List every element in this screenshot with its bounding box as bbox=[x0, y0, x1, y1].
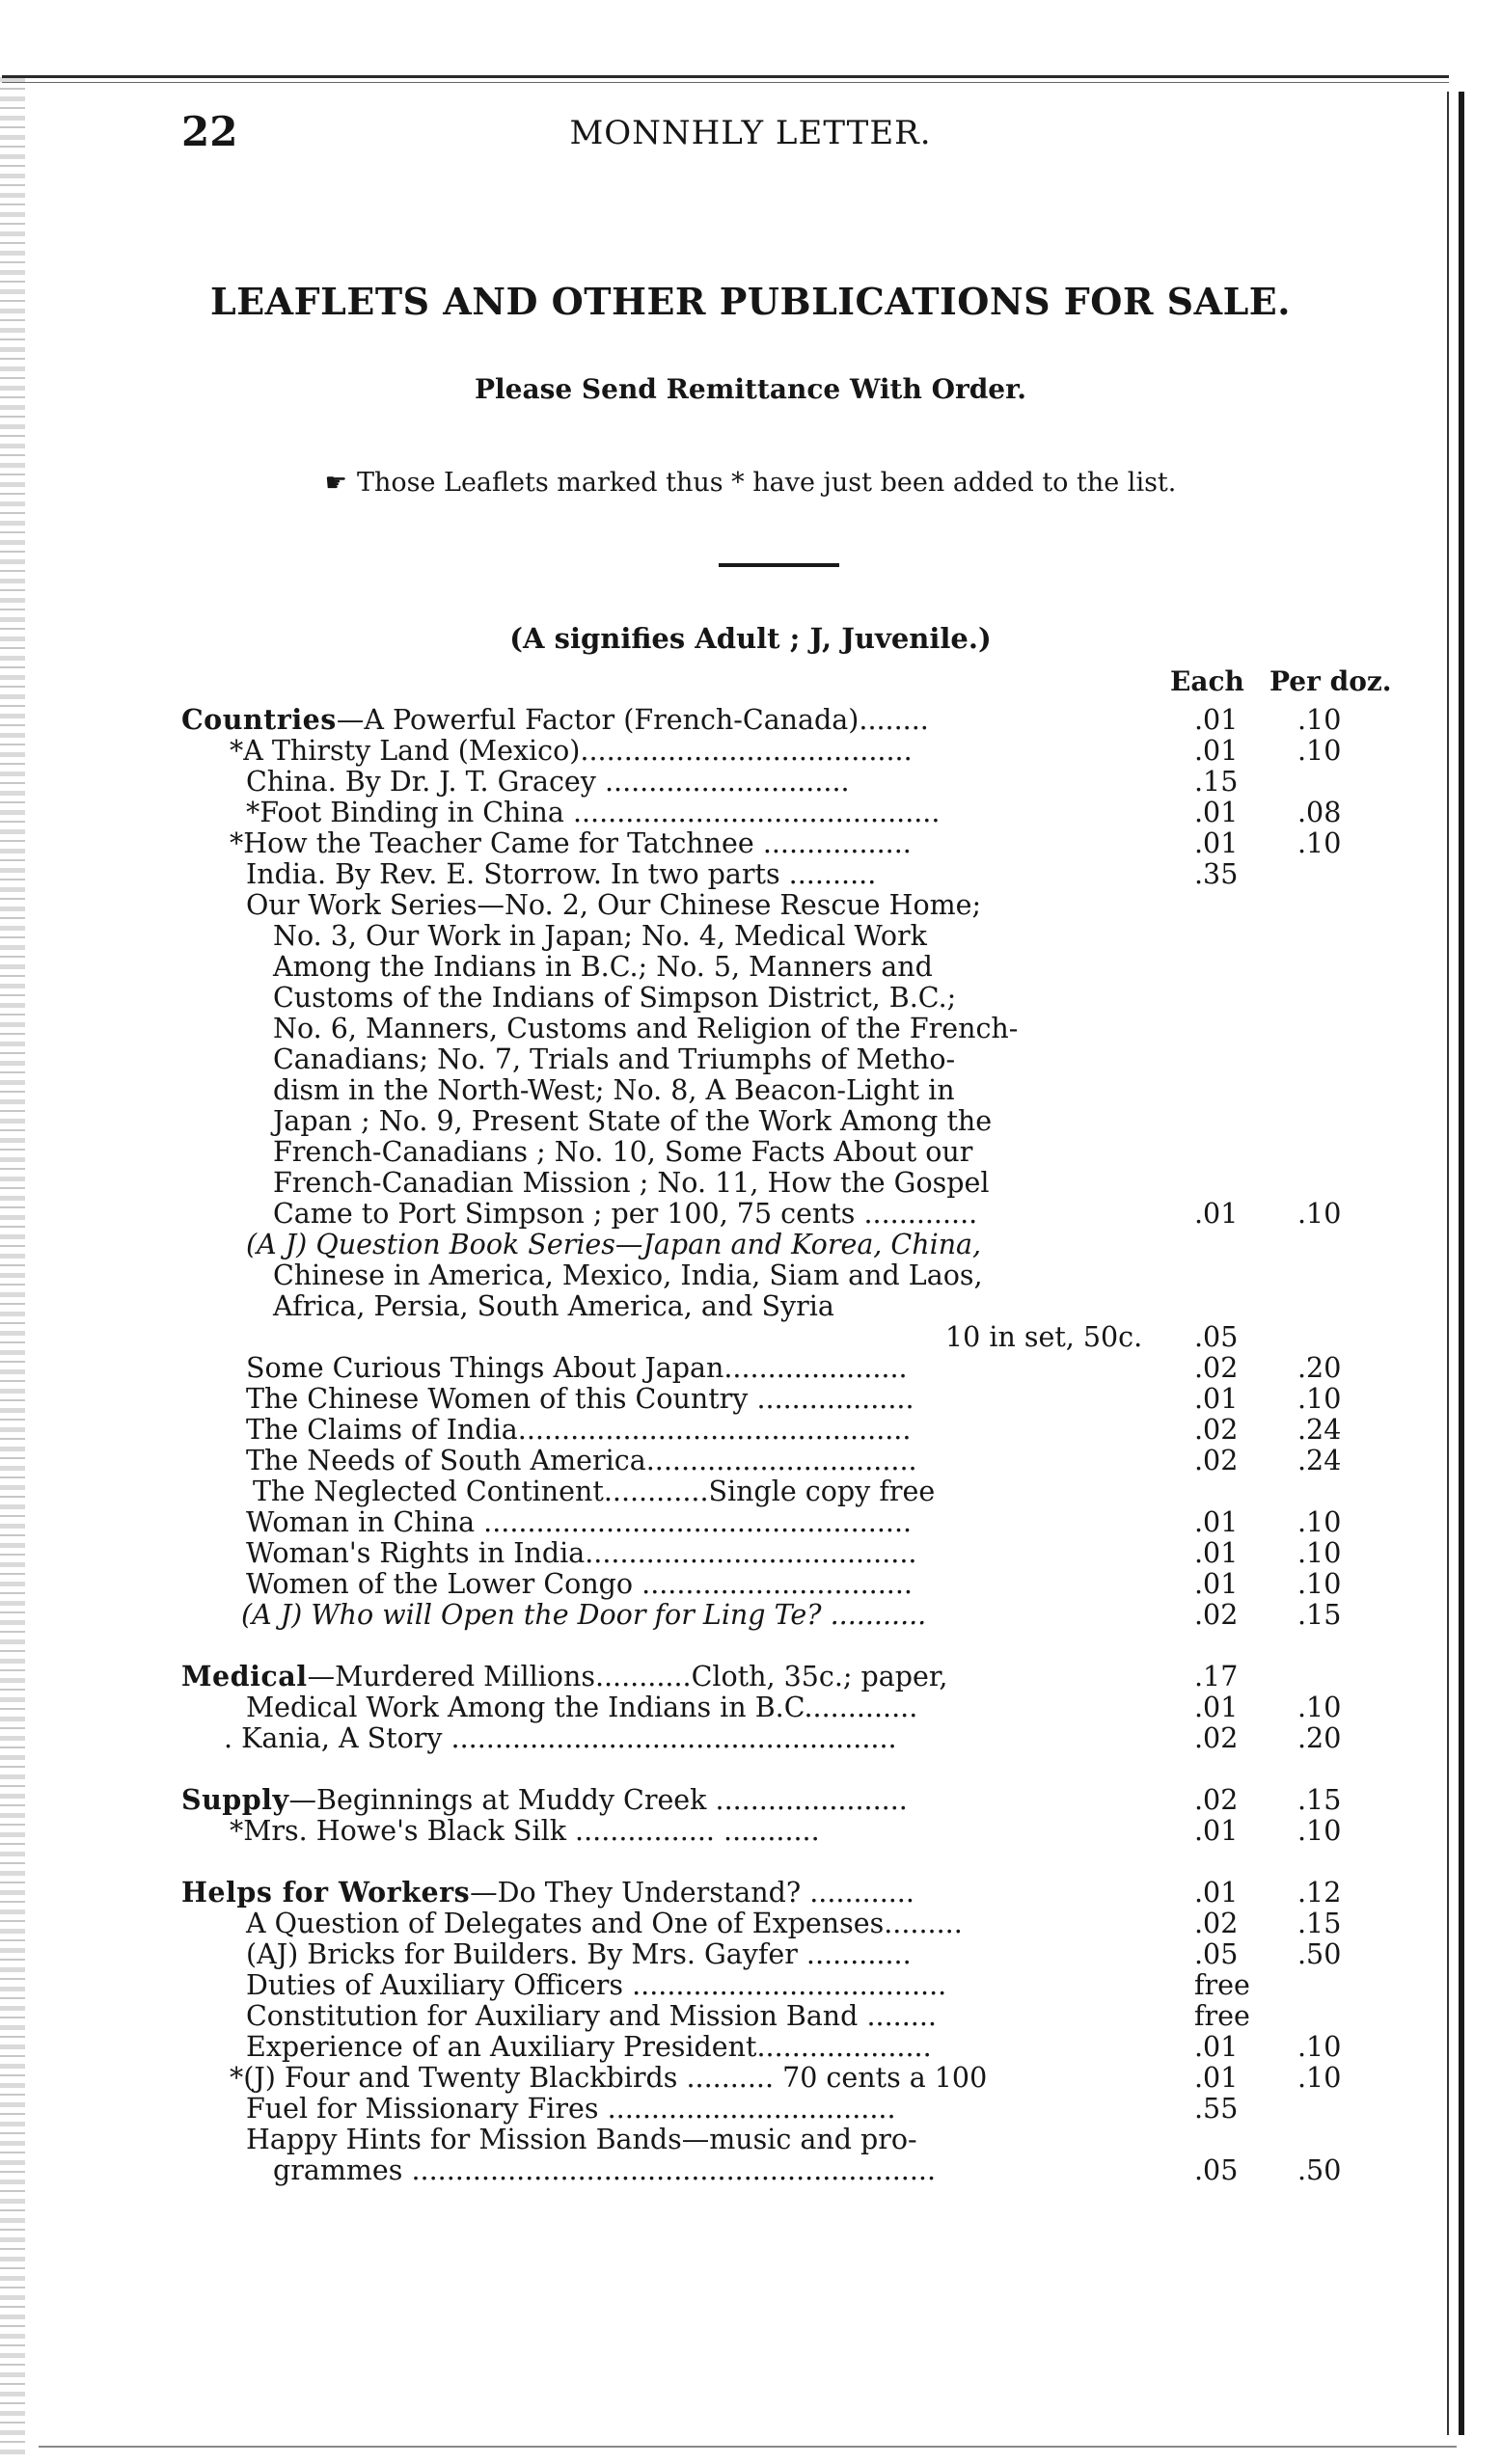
item-text: Experience of an Auxiliary President.................... bbox=[246, 2031, 932, 2063]
catalog-row bbox=[0, 858, 1501, 890]
item-title bbox=[273, 1043, 955, 1075]
item-text: *How the Teacher Came for Tatchnee ................. bbox=[230, 827, 912, 859]
item-text: —A Powerful Factor (French-Canada)........ bbox=[336, 704, 929, 736]
item-title bbox=[246, 2000, 937, 2032]
price-per-doz: .24 bbox=[1297, 1414, 1342, 1446]
item-text: Duties of Auxiliary Officers .................................... bbox=[246, 1969, 947, 2001]
price-each: .05 bbox=[1194, 2154, 1239, 2186]
catalog-row bbox=[0, 1013, 1501, 1044]
price-per-doz: .10 bbox=[1297, 1815, 1342, 1847]
page-header bbox=[0, 108, 1501, 156]
item-title bbox=[273, 920, 927, 952]
catalog-row bbox=[0, 2000, 1501, 2032]
price-each: .02 bbox=[1194, 1445, 1239, 1476]
catalog-row bbox=[0, 1259, 1501, 1291]
item-title bbox=[246, 889, 981, 921]
catalog-row bbox=[0, 889, 1501, 921]
price-each: .01 bbox=[1194, 1383, 1239, 1415]
item-title bbox=[181, 1661, 947, 1692]
catalog-row bbox=[0, 1136, 1501, 1168]
item-title bbox=[273, 1290, 834, 1322]
price-per-doz: .10 bbox=[1297, 1198, 1342, 1230]
catalog-row bbox=[0, 1167, 1501, 1199]
item-title bbox=[273, 1167, 989, 1199]
price-each: .55 bbox=[1194, 2093, 1239, 2125]
item-text: Africa, Persia, South America, and Syria bbox=[273, 1290, 834, 1322]
item-text: dism in the North-West; No. 8, A Beacon-Light in bbox=[273, 1074, 955, 1106]
catalog-row bbox=[0, 1105, 1501, 1137]
price-each: .02 bbox=[1194, 1722, 1239, 1754]
scan-top-edge-rule bbox=[2, 82, 1449, 83]
item-title bbox=[181, 704, 929, 736]
page-subtitle: Please Send Remittance With Order. bbox=[474, 373, 1027, 405]
item-title bbox=[246, 2031, 932, 2063]
catalog-row bbox=[0, 1599, 1501, 1631]
price-per-doz: .15 bbox=[1297, 1784, 1342, 1816]
price-each: .05 bbox=[1194, 1938, 1239, 1970]
catalog-row bbox=[0, 1692, 1501, 1723]
item-title bbox=[246, 766, 850, 798]
catalog-row bbox=[0, 1506, 1501, 1538]
catalog-section-row bbox=[0, 1877, 1501, 1909]
price-per-doz: .10 bbox=[1297, 1537, 1342, 1569]
section-heading: Medical bbox=[181, 1660, 308, 1692]
catalog-section-row bbox=[0, 1784, 1501, 1816]
item-text: China. By Dr. J. T. Gracey ............................ bbox=[246, 766, 850, 798]
item-text: French-Canadians ; No. 10, Some Facts About our bbox=[273, 1136, 973, 1168]
price-per-doz: .10 bbox=[1297, 1692, 1342, 1723]
item-title bbox=[273, 1105, 992, 1137]
item-text: *Foot Binding in China .......................................... bbox=[246, 797, 941, 828]
catalog-row bbox=[0, 827, 1501, 859]
catalog-row bbox=[0, 735, 1501, 767]
price-per-doz: .12 bbox=[1297, 1877, 1342, 1909]
item-title bbox=[273, 1136, 972, 1168]
item-title bbox=[945, 1321, 1142, 1353]
item-title bbox=[246, 797, 940, 828]
item-title bbox=[273, 1259, 983, 1291]
catalog-row bbox=[0, 1908, 1501, 1939]
item-text: The Needs of South America............................... bbox=[246, 1445, 917, 1476]
item-text: (A J) Who will Open the Door for Ling Te? ........... bbox=[241, 1599, 927, 1631]
item-title bbox=[246, 1938, 912, 1970]
price-per-doz: .20 bbox=[1297, 1352, 1342, 1384]
item-title bbox=[253, 1476, 935, 1507]
item-title bbox=[246, 858, 876, 890]
item-text: No. 3, Our Work in Japan; No. 4, Medical Work bbox=[273, 920, 927, 952]
price-each: .02 bbox=[1194, 1908, 1239, 1939]
price-per-doz: .15 bbox=[1297, 1908, 1342, 1939]
item-title bbox=[181, 1784, 908, 1816]
price-each: .02 bbox=[1194, 1352, 1239, 1384]
scan-bottom-edge bbox=[39, 2446, 1457, 2448]
price-per-doz: .50 bbox=[1297, 2154, 1342, 2186]
item-title bbox=[273, 951, 933, 983]
price-each: .15 bbox=[1194, 766, 1239, 798]
item-text: (A J) Question Book Series—Japan and Korea, China, bbox=[246, 1229, 982, 1260]
item-text: Our Work Series—No. 2, Our Chinese Rescue Home; bbox=[246, 889, 982, 921]
item-text: Some Curious Things About Japan..................... bbox=[246, 1352, 908, 1384]
item-text: Woman in China ................................................. bbox=[246, 1506, 913, 1538]
section-rule bbox=[719, 563, 839, 567]
item-title bbox=[246, 1568, 913, 1600]
item-text: A Question of Delegates and One of Expenses......... bbox=[246, 1908, 963, 1939]
catalog-row bbox=[0, 1352, 1501, 1384]
catalog-row bbox=[0, 982, 1501, 1014]
item-text: Chinese in America, Mexico, India, Siam and Laos, bbox=[273, 1259, 983, 1291]
price-each: .02 bbox=[1194, 1784, 1239, 1816]
item-title bbox=[246, 1537, 916, 1569]
item-text: No. 6, Manners, Customs and Religion of the French- bbox=[273, 1013, 1019, 1044]
item-title bbox=[224, 1722, 897, 1754]
price-per-doz: .24 bbox=[1297, 1445, 1342, 1476]
item-title bbox=[230, 1815, 820, 1847]
price-each: .01 bbox=[1194, 2031, 1239, 2063]
price-per-doz: .50 bbox=[1297, 1938, 1342, 1970]
item-text: The Claims of India............................................. bbox=[246, 1414, 912, 1446]
catalog-row bbox=[0, 1043, 1501, 1075]
catalog-row bbox=[0, 1290, 1501, 1322]
catalog-row bbox=[0, 1722, 1501, 1754]
catalog-row bbox=[0, 797, 1501, 828]
catalog-row bbox=[0, 951, 1501, 983]
price-per-doz: .10 bbox=[1297, 1506, 1342, 1538]
catalog-row bbox=[0, 1229, 1501, 1260]
item-text: . Kania, A Story ................................................... bbox=[224, 1722, 897, 1754]
price-each: .01 bbox=[1194, 1198, 1239, 1230]
abbreviation-legend: (A signifies Adult ; J, Juvenile.) bbox=[509, 622, 992, 655]
catalog-row bbox=[0, 1383, 1501, 1415]
item-title bbox=[246, 1229, 981, 1260]
item-title bbox=[246, 1445, 917, 1476]
item-title bbox=[246, 1908, 963, 1939]
item-title bbox=[230, 827, 912, 859]
item-text: The Chinese Women of this Country .................. bbox=[246, 1383, 914, 1415]
price-each: .01 bbox=[1194, 704, 1239, 736]
catalog-row bbox=[0, 1815, 1501, 1847]
catalog-row bbox=[0, 1969, 1501, 2001]
item-text: —Murdered Millions...........Cloth, 35c.; paper, bbox=[307, 1661, 948, 1692]
price-each: .01 bbox=[1194, 1815, 1239, 1847]
catalog-row bbox=[0, 920, 1501, 952]
catalog-row bbox=[0, 1568, 1501, 1600]
item-text: Medical Work Among the Indians in B.C............. bbox=[246, 1692, 918, 1723]
catalog-row bbox=[0, 2031, 1501, 2063]
item-text: Came to Port Simpson ; per 100, 75 cents ............. bbox=[273, 1198, 978, 1230]
catalog-row bbox=[0, 766, 1501, 798]
page-title: LEAFLETS AND OTHER PUBLICATIONS FOR SALE. bbox=[210, 280, 1291, 323]
item-text: Japan ; No. 9, Present State of the Work Among the bbox=[273, 1105, 993, 1137]
item-title bbox=[241, 1599, 926, 1631]
item-text: —Beginnings at Muddy Creek ...................... bbox=[288, 1784, 908, 1816]
item-text: Customs of the Indians of Simpson District, B.C.; bbox=[273, 982, 957, 1014]
item-title bbox=[273, 2154, 936, 2186]
item-title bbox=[246, 1692, 917, 1723]
item-text: grammes ............................................................ bbox=[273, 2154, 937, 2186]
section-heading: Countries bbox=[181, 703, 337, 736]
item-text: *(J) Four and Twenty Blackbirds .......... 70 cents a 100 bbox=[230, 2062, 988, 2094]
price-each: .01 bbox=[1194, 797, 1239, 828]
page-number: 22 bbox=[181, 108, 238, 155]
column-header-each: Each bbox=[1170, 665, 1244, 697]
catalog-row bbox=[0, 2124, 1501, 2155]
item-text: Happy Hints for Mission Bands—music and pro- bbox=[246, 2124, 917, 2155]
item-title bbox=[246, 1969, 946, 2001]
catalog-row bbox=[0, 1476, 1501, 1507]
column-header-per-doz: Per doz. bbox=[1269, 665, 1392, 697]
price-per-doz: .10 bbox=[1297, 1568, 1342, 1600]
running-head: MONNHLY LETTER. bbox=[569, 114, 932, 152]
item-text: —Do They Understand? ............ bbox=[470, 1877, 914, 1909]
item-text: Woman's Rights in India...................................... bbox=[246, 1537, 917, 1569]
catalog-row bbox=[0, 1445, 1501, 1476]
price-each: .17 bbox=[1194, 1661, 1239, 1692]
catalog-row bbox=[0, 2154, 1501, 2186]
item-title bbox=[273, 1013, 1018, 1044]
item-title bbox=[230, 2062, 987, 2094]
catalog-section-row bbox=[0, 1661, 1501, 1692]
item-title bbox=[246, 2093, 896, 2125]
price-per-doz: .10 bbox=[1297, 1383, 1342, 1415]
price-per-doz: .10 bbox=[1297, 827, 1342, 859]
item-title bbox=[246, 1352, 908, 1384]
catalog-row bbox=[0, 1321, 1501, 1353]
section-heading: Helps for Workers bbox=[181, 1876, 471, 1909]
item-text: Constitution for Auxiliary and Mission Band ........ bbox=[246, 2000, 937, 2032]
item-text: Fuel for Missionary Fires ................................. bbox=[246, 2093, 896, 2125]
item-text: *A Thirsty Land (Mexico)...................................... bbox=[230, 735, 913, 767]
catalog-row bbox=[0, 1414, 1501, 1446]
price-per-doz: .10 bbox=[1297, 2031, 1342, 2063]
price-each: .02 bbox=[1194, 1599, 1239, 1631]
item-title bbox=[246, 1414, 911, 1446]
price-each: .01 bbox=[1194, 1877, 1239, 1909]
price-each: .01 bbox=[1194, 1568, 1239, 1600]
catalog-row bbox=[0, 2093, 1501, 2125]
item-title bbox=[273, 1074, 955, 1106]
new-items-note bbox=[0, 468, 1501, 498]
item-text: Women of the Lower Congo ............................... bbox=[246, 1568, 913, 1600]
price-each: free bbox=[1194, 1969, 1250, 2001]
price-per-doz: .10 bbox=[1297, 704, 1342, 736]
item-title bbox=[273, 982, 956, 1014]
item-text: 10 in set, 50c. bbox=[945, 1321, 1143, 1353]
item-title bbox=[230, 735, 913, 767]
price-each: .01 bbox=[1194, 2062, 1239, 2094]
item-title bbox=[246, 1506, 912, 1538]
price-each: .05 bbox=[1194, 1321, 1239, 1353]
note-text: Those Leaflets marked thus * have just been added to the list. bbox=[356, 468, 1177, 498]
catalog-section-row bbox=[0, 704, 1501, 736]
item-text: *Mrs. Howe's Black Silk ................ ........... bbox=[230, 1815, 820, 1847]
price-per-doz: .10 bbox=[1297, 2062, 1342, 2094]
pointing-hand-icon: ☛ bbox=[324, 469, 347, 498]
item-text: French-Canadian Mission ; No. 11, How the Gospel bbox=[273, 1167, 990, 1199]
catalog-row bbox=[0, 1938, 1501, 1970]
price-each: .35 bbox=[1194, 858, 1239, 890]
price-each: .02 bbox=[1194, 1414, 1239, 1446]
catalog-row bbox=[0, 1074, 1501, 1106]
item-title bbox=[273, 1198, 977, 1230]
item-title bbox=[246, 1383, 914, 1415]
item-text: Among the Indians in B.C.; No. 5, Manners and bbox=[273, 951, 933, 983]
catalog-row bbox=[0, 1198, 1501, 1230]
price-each: .01 bbox=[1194, 1506, 1239, 1538]
price-per-doz: .20 bbox=[1297, 1722, 1342, 1754]
price-per-doz: .10 bbox=[1297, 735, 1342, 767]
price-each: .01 bbox=[1194, 1692, 1239, 1723]
item-text: (AJ) Bricks for Builders. By Mrs. Gayfer ............ bbox=[246, 1938, 912, 1970]
price-per-doz: .15 bbox=[1297, 1599, 1342, 1631]
price-each: free bbox=[1194, 2000, 1250, 2032]
price-each: .01 bbox=[1194, 735, 1239, 767]
item-text: Canadians; No. 7, Trials and Triumphs of Metho- bbox=[273, 1043, 956, 1075]
catalog-row bbox=[0, 1537, 1501, 1569]
item-text: The Neglected Continent............Single copy free bbox=[253, 1476, 936, 1507]
price-each: .01 bbox=[1194, 827, 1239, 859]
catalog-row bbox=[0, 2062, 1501, 2094]
item-text: India. By Rev. E. Storrow. In two parts .......... bbox=[246, 858, 877, 890]
section-heading: Supply bbox=[181, 1783, 289, 1816]
item-title bbox=[246, 2124, 917, 2155]
scan-top-edge bbox=[2, 75, 1449, 78]
price-each: .01 bbox=[1194, 1537, 1239, 1569]
item-title bbox=[181, 1877, 914, 1909]
price-per-doz: .08 bbox=[1297, 797, 1342, 828]
